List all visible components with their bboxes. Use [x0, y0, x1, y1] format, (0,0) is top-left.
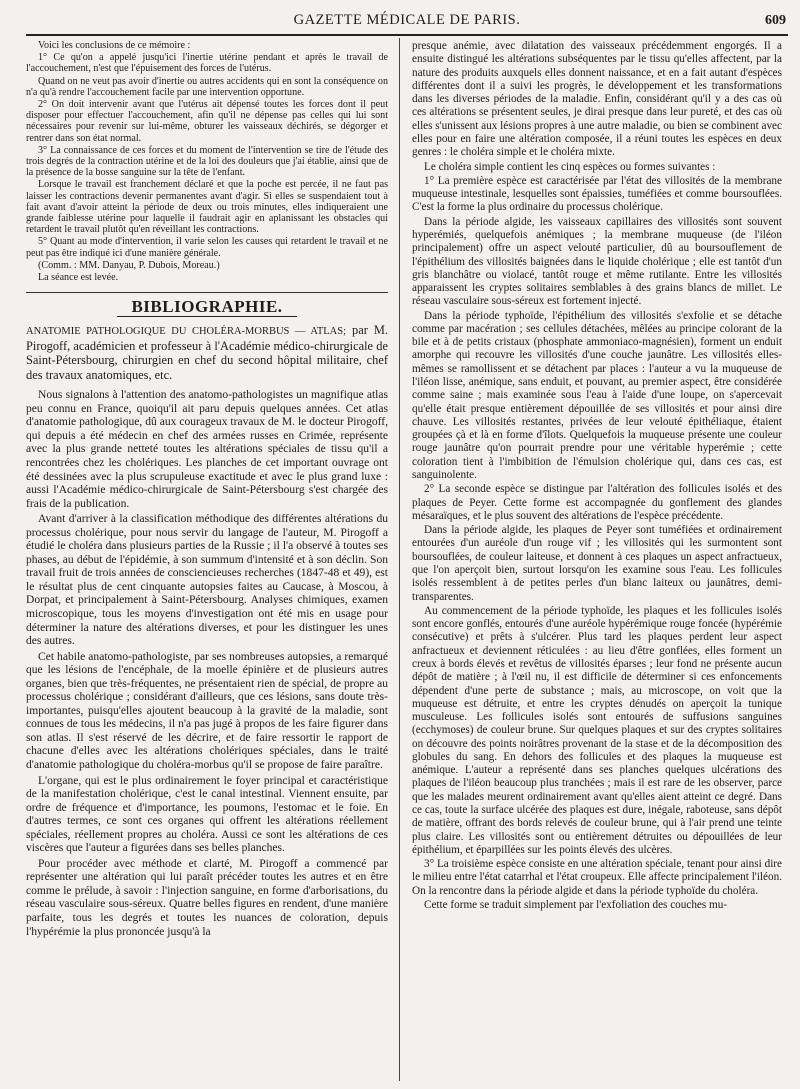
memoire-paragraph: Quand on ne veut pas avoir d'inertie ou autres accidents qui en sont la conséquence on n'a qu'à rendre l'accouchement facile par une intervention opportune. [26, 75, 388, 98]
review-paragraph: Avant d'arriver à la classification méthodique des différentes altérations du processus cholérique, pour nous servir du langage de l'auteur, M. Pirogoff a étudié le choléra dans plusieurs parties de la Russie ; il l'a observé à toutes ses phases, au début de l'épidémie, à son summum d'intensité et à son déclin. Son travail fruit de trois années de consciencieuses recherches (1847-48 et 49), est le résultat plus de cent cinquante autopsies faites au Caucase, à Moscou, à Dorpat, et principalement à Saint-Pétersbourg. Analyses chimiques, examen microscopique, tous les moyens d'investigation ont été mis en usage pour déterminer la nature des altérations diverses, et pour les distinguer les unes des autres. [26, 513, 388, 648]
review-paragraph: 1° La première espèce est caractérisée par l'état des villosités de la membrane muqueuse intestinale, lesquelles sont épaissies, tuméfiées et comme boursouflées. C'est la forme la plus ordinaire du processus cholérique. [412, 174, 782, 214]
section-divider [26, 292, 388, 293]
page-number: 609 [765, 13, 786, 28]
book-title: ANATOMIE PATHOLOGIQUE DU CHOLÉRA-MORBUS — ATLAS; [26, 325, 347, 337]
review-paragraph: 2° La seconde espèce se distingue par l'altération des follicules isolés et des plaques de Peyer. Cette forme est accompagnée du gonflement des glandes mésaraïques, et le plus souvent des altérations de l'espèce précédente. [412, 483, 782, 522]
review-paragraph: L'organe, qui est le plus ordinairement le foyer principal et caractéristique de la manifestation cholérique, c'est le canal intestinal. Viennent ensuite, par ordre de fréquence et d'importance, les poumons, l'estomac et le foie. En d'autres termes, ce sont ces organes qui offrent les altérations réellement spéciales, réellement propres au choléra. Aussi ce sont les altérations de ces viscères que l'auteur a figurées dans ses belles planches. [26, 774, 388, 855]
right-column [412, 40, 782, 1081]
book-author-info: par M. Pirogoff, académicien et professeur à l'Académie médico-chirurgicale de Saint-Pétersbourg, chirurgien en chef du second hôpital militaire, chef des travaux anatomiques, etc. [26, 322, 388, 382]
review-paragraph: Le choléra simple contient les cinq espèces ou formes suivantes : [424, 160, 716, 173]
commission-members: (Comm. : MM. Danyau, P. Dubois, Moreau.) [38, 259, 220, 271]
memoire-paragraph: 2° On doit intervenir avant que l'utérus ait dépensé toutes les forces dont il peut disposer pour effectuer l'accouchement, afin qu'il ne dépense pas celles qui lui sont nécessaires pour revenir sur lui-même, obturer les vaisseaux déchirés, se dégorger et rentrer dans son état normal. [26, 99, 388, 144]
review-paragraph: Cet habile anatomo-pathologiste, par ses nombreuses autopsies, a remarqué que les lésions de l'encéphale, de la moelle épinière et de plusieurs autres organes, bien que très-fréquentes, ne présentaient rien de spécial, de propre au processus cholérique ; considérant d'ailleurs, que ces lésions, sans doute très-importantes, puisqu'elles ajoutent beaucoup à la gravité de la maladie, sont connues de tous les médecins, il n'a pas jugé à propos de les faire figurer dans son atlas. Il s'est réservé de les décrire, et de faire ressortir le rapport de chacune d'elles avec les altérations cholériques spéciales, dans le traité d'anatomie pathologique du choléra-morbus qu'il se propose de faire paraître. [26, 650, 388, 771]
memoire-paragraph: Lorsque le travail est franchement déclaré et que la poche est percée, il ne faut pas laisser les contractions devenir permanentes avant d'agir. Si elles se suspendaient tout à fait avant d'avoir atteint la période de deux ou trois minutes, elles indiqueraient une grande faiblesse utérine pour laquelle il faudrait agir en aplanissant les obstacles qui retardent le travail plutôt qu'en réveillant les contractions. [26, 179, 388, 236]
memoire-paragraph: Voici les conclusions de ce mémoire : [38, 40, 191, 51]
review-paragraph: Nous signalons à l'attention des anatomo-pathologistes un magnifique atlas peu connu en France, quoiqu'il ait paru depuis quelques années. Cet atlas d'anatomie pathologique, dû aux courageux travaux de M. le docteur Pirogoff, qui depuis a été médecin en chef des armées russes en Crimée, représente avec la plus grande netteté toutes les altérations spéciales de tissu qu'il a rencontrées chez les cholériques. Les planches de cet important ouvrage ont été dessinées avec la plus scrupuleuse exactitude et avec le plus grand luxe : aussi l'Académie médico-chirurgicale de Saint-Pétersbourg s'est chargée des frais de la publication. [26, 389, 388, 510]
review-paragraph: presque anémie, avec dilatation des vaisseaux précédemment engorgés. Il a ensuite distingué les altérations subséquentes par le tissu qu'elles affectent, par la nature des produits auxquels elles donnent naissance, et en a fait autant d'espèces différentes dont il a suivi les progrès, le développement et les transformations dans les diverses périodes de la maladie. Enfin, considérant qu'il y a des cas où ces altérations se présentent seules, je dirai presque dans leur pureté, et des cas où elles s'unissent aux lésions propres à une autre maladie, ou bien se combinent avec elles pour en faire une altération composée, il a réuni toutes les espèces en deux genres : le choléra simple et le choléra mixte. [412, 40, 782, 159]
page-header [26, 8, 788, 36]
review-paragraph: 3° La troisième espèce consiste en une altération spéciale, tenant pour ainsi dire le milieu entre l'état catarrhal et l'état croupeux. Elle affecte principalement l'iléon. On la rencontre dans la période algide et dans la période typhoïde du choléra. [412, 858, 782, 897]
review-paragraph: Dans la période typhoïde, l'épithélium des villosités s'exfolie et se détache comme par macération ; ses cellules détachées, mêlées au principe colorant de la bile et à de petits cristaux (phosphate ammoniaco-magnésien), forment un enduit amorphe qui recouvre les villosités d'une couche jaunâtre. Les villosités elles-mêmes se ramollissent et se détachent par places : l'auteur a vu la muqueuse de l'iléon lisse, anémique, sans enduit, et pouvant, au premier aspect, être considérée comme saine ; mais examinée sous l'eau à l'aide d'une loupe, on s'apercevait qu'elle était presque entièrement dépouillée de ses villosités et pour ainsi dire chauve. Les villosités restantes, privées de leur velouté épithéliaque, étaient groupées çà et là en forme d'îlots. Quelquefois la muqueuse présente une couleur rouge jaunâtre qu'on pourrait prendre pour une véritable hyperémie ; cette coloration tient à l'imbibition de l'émulsion cholérique qui, dans ces cas, est sanguinolente. [412, 309, 782, 481]
memoire-paragraph: 3° La connaissance de ces forces et du moment de l'intervention se tire de l'étude des trois degrés de la contraction utérine et de la loi des douleurs que j'ai établie, ainsi que de la présence de la bosse sanguine sur la tête de l'enfant. [26, 144, 388, 179]
review-paragraph: Dans la période algide, les vaisseaux capillaires des villosités sont souvent hyperémiés, quelquefois anémiques ; la membrane muqueuse (de l'iléon principalement) offre un aspect velouté particulier, dû au boursouflement de l'épithélium des villosités baignées dans le liquide cholérique ; elle est tantôt d'un gris blanchâtre ou violacé, tantôt rouge et même rutilante. Entre les villosités apparaissent les cryptes solitaires semblables à des grains blancs de millet. Le réseau vasculaire sous-séreux est fortement injecté. [412, 215, 782, 308]
memoire-paragraph: 5° Quant au mode d'intervention, il varie selon les causes qui retardent le travail et ne peut pas être indiqué ici d'une manière générale. [26, 236, 388, 259]
bibliographie-title: BIBLIOGRAPHIE. [117, 297, 296, 317]
journal-title: GAZETTE MÉDICALE DE PARIS. [293, 12, 521, 28]
memoire-paragraph: 1° Ce qu'on a appelé jusqu'ici l'inertie utérine pendant et après le travail de l'accouchement, n'est que l'épuisement des forces de l'utérus. [26, 52, 388, 75]
session-closed: La séance est levée. [38, 272, 119, 284]
review-paragraph: Pour procéder avec méthode et clarté, M. Pirogoff a commencé par représenter une altération qui lui paraît précéder toutes les autres et en être comme le prélude, à savoir : l'injection sanguine, en forme d'arborisations, du réseau vasculaire sous-séreux. Quatre belles figures en rendent, d'une manière parfaite, tous les degrés et toutes les nuances de coloration, depuis l'hypérémie la plus prononcée jusqu'à la [26, 857, 388, 938]
bibliography-entry [26, 323, 388, 383]
review-paragraph: Dans la période algide, les plaques de Peyer sont tuméfiées et ordinairement entourées d'un auréole d'un rouge vif ; les villosités qui les surmontent sont boursouflées, de couleur laiteuse, et donnent à ces plaques un aspect anfractueux, que l'on aperçoit bien, surtout lorsqu'on les examine sous l'eau. Les follicules isolés ressemblent à de petites perles d'un blanc laiteux ou jaunâtres, demi-transparentes. [412, 524, 782, 603]
review-paragraph: Au commencement de la période typhoïde, les plaques et les follicules isolés sont encore gonflés, entourés d'une auréole hypérémique rouge foncée (hypérémie consécutive) et prêts à s'ulcérer. Plus tard les plaques perdent leur aspect anfractueux et deviennent réticulées : au lieu d'être gonflées, elles forment un creux à bords élevés et revêtus de villosités éparses ; leur fond ne présente aucun dépôt de matière ; à l'œil nu, il est difficile de déterminer si ces enfoncements dépendent d'une perte de substance ; mais, au microscope, on voit que la muqueuse est détruite, et entre les cryptes dénudés on aperçoit la tunique musculeuse. Les follicules isolés sont entourés de suffusions sanguines (ecchymoses) de couleur brune. Sur quelques plaques et sur des cryptes solitaires on découvre des points noirâtres provenant de la stase et de la décomposition des globules du sang. En dehors des follicules et des plaques la muqueuse est anémique. L'auteur a représenté dans ses planches quelques ulcérations des plaques de l'iléon beaucoup plus tranchées ; mais il est rare de les observer, parce que les malades meurent ordinairement avant qu'elles aient atteint ce degré. Dans ce cas, toute la surface ulcérée des plaques est dure, inégale, raboteuse, sans dépôt de matière, offrant des bords relevés de couleur brune, qui à l'air prend une teinte plus claire. Les villosités sont ou entièrement détruites ou dépouillées de leur épithélium, et éparpillées sur les points élevés des ulcères. [412, 604, 782, 856]
review-paragraph: Cette forme se traduit simplement par l'exfoliation des couches mu- [424, 899, 728, 911]
left-column [26, 40, 388, 1081]
column-divider [399, 38, 400, 1081]
bibliographie-heading [26, 297, 388, 317]
